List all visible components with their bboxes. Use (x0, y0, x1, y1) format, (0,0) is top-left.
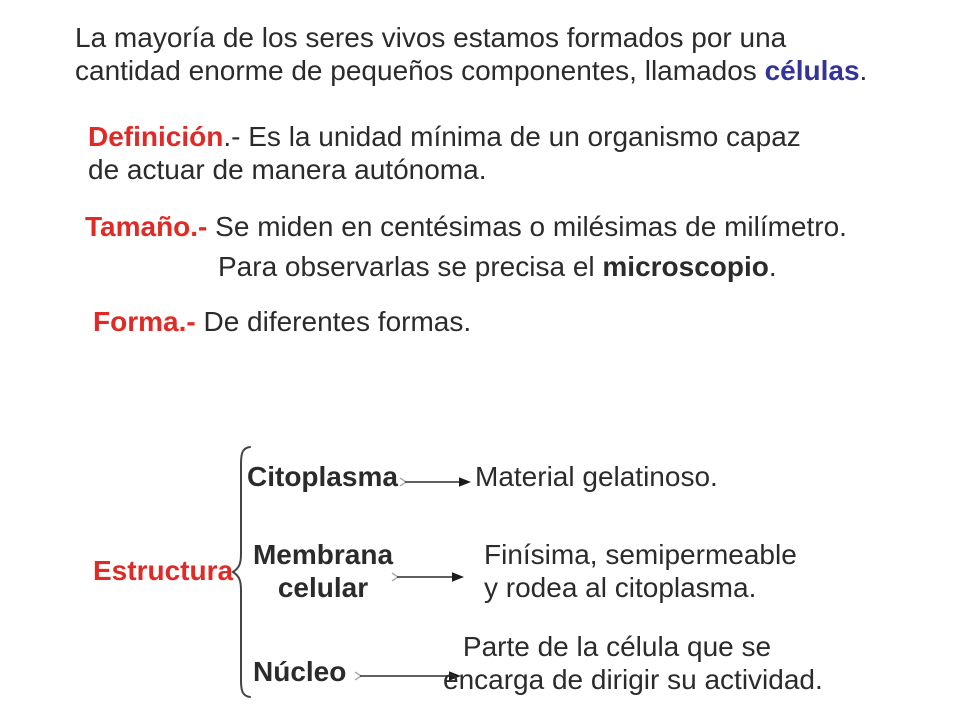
citoplasma-term: Citoplasma (247, 461, 398, 492)
intro-line2: cantidad enorme de pequeños componentes, llamados (75, 55, 765, 86)
size-line1: Se miden en centésimas o milésimas de milímetro. (215, 211, 847, 242)
microscope-term: microscopio (602, 251, 769, 282)
size-separator: .- (190, 211, 216, 242)
citoplasma-desc: Material gelatinoso. (475, 461, 718, 492)
intro-line1: La mayoría de los seres vivos estamos formados por una (75, 22, 787, 53)
nucleo-desc: Parte de la célula que se encarga de dirigir su actividad. (443, 631, 823, 695)
intro-paragraph (75, 21, 915, 87)
intro-period: . (859, 55, 868, 86)
size-label: Tamaño (85, 211, 191, 242)
definition-line1: Es la unidad mínima de un organismo capaz (248, 121, 801, 152)
nucleo-term: Núcleo (253, 656, 347, 687)
structure-label: Estructura (93, 555, 234, 586)
shape-label: Forma (93, 306, 179, 337)
membrana-term: Membrana celular (252, 539, 394, 603)
cells-term: células (764, 55, 860, 86)
definition-line2: de actuar de manera autónoma. (88, 154, 487, 185)
membrana-arrow-icon (390, 569, 465, 585)
shape-separator: .- (178, 306, 204, 337)
membrana-desc: Finísima, semipermeable y rodea al citoplasma. (484, 539, 797, 603)
definition-label: Definición (88, 121, 224, 152)
shape-section (93, 305, 793, 338)
size-section (85, 210, 925, 283)
shape-text: De diferentes formas. (203, 306, 472, 337)
citoplasma-arrow-icon (398, 474, 472, 490)
definition-section (88, 120, 908, 186)
size-line2: Para observarlas se precisa el microscopio. (218, 251, 777, 282)
definition-separator: .- (223, 121, 249, 152)
